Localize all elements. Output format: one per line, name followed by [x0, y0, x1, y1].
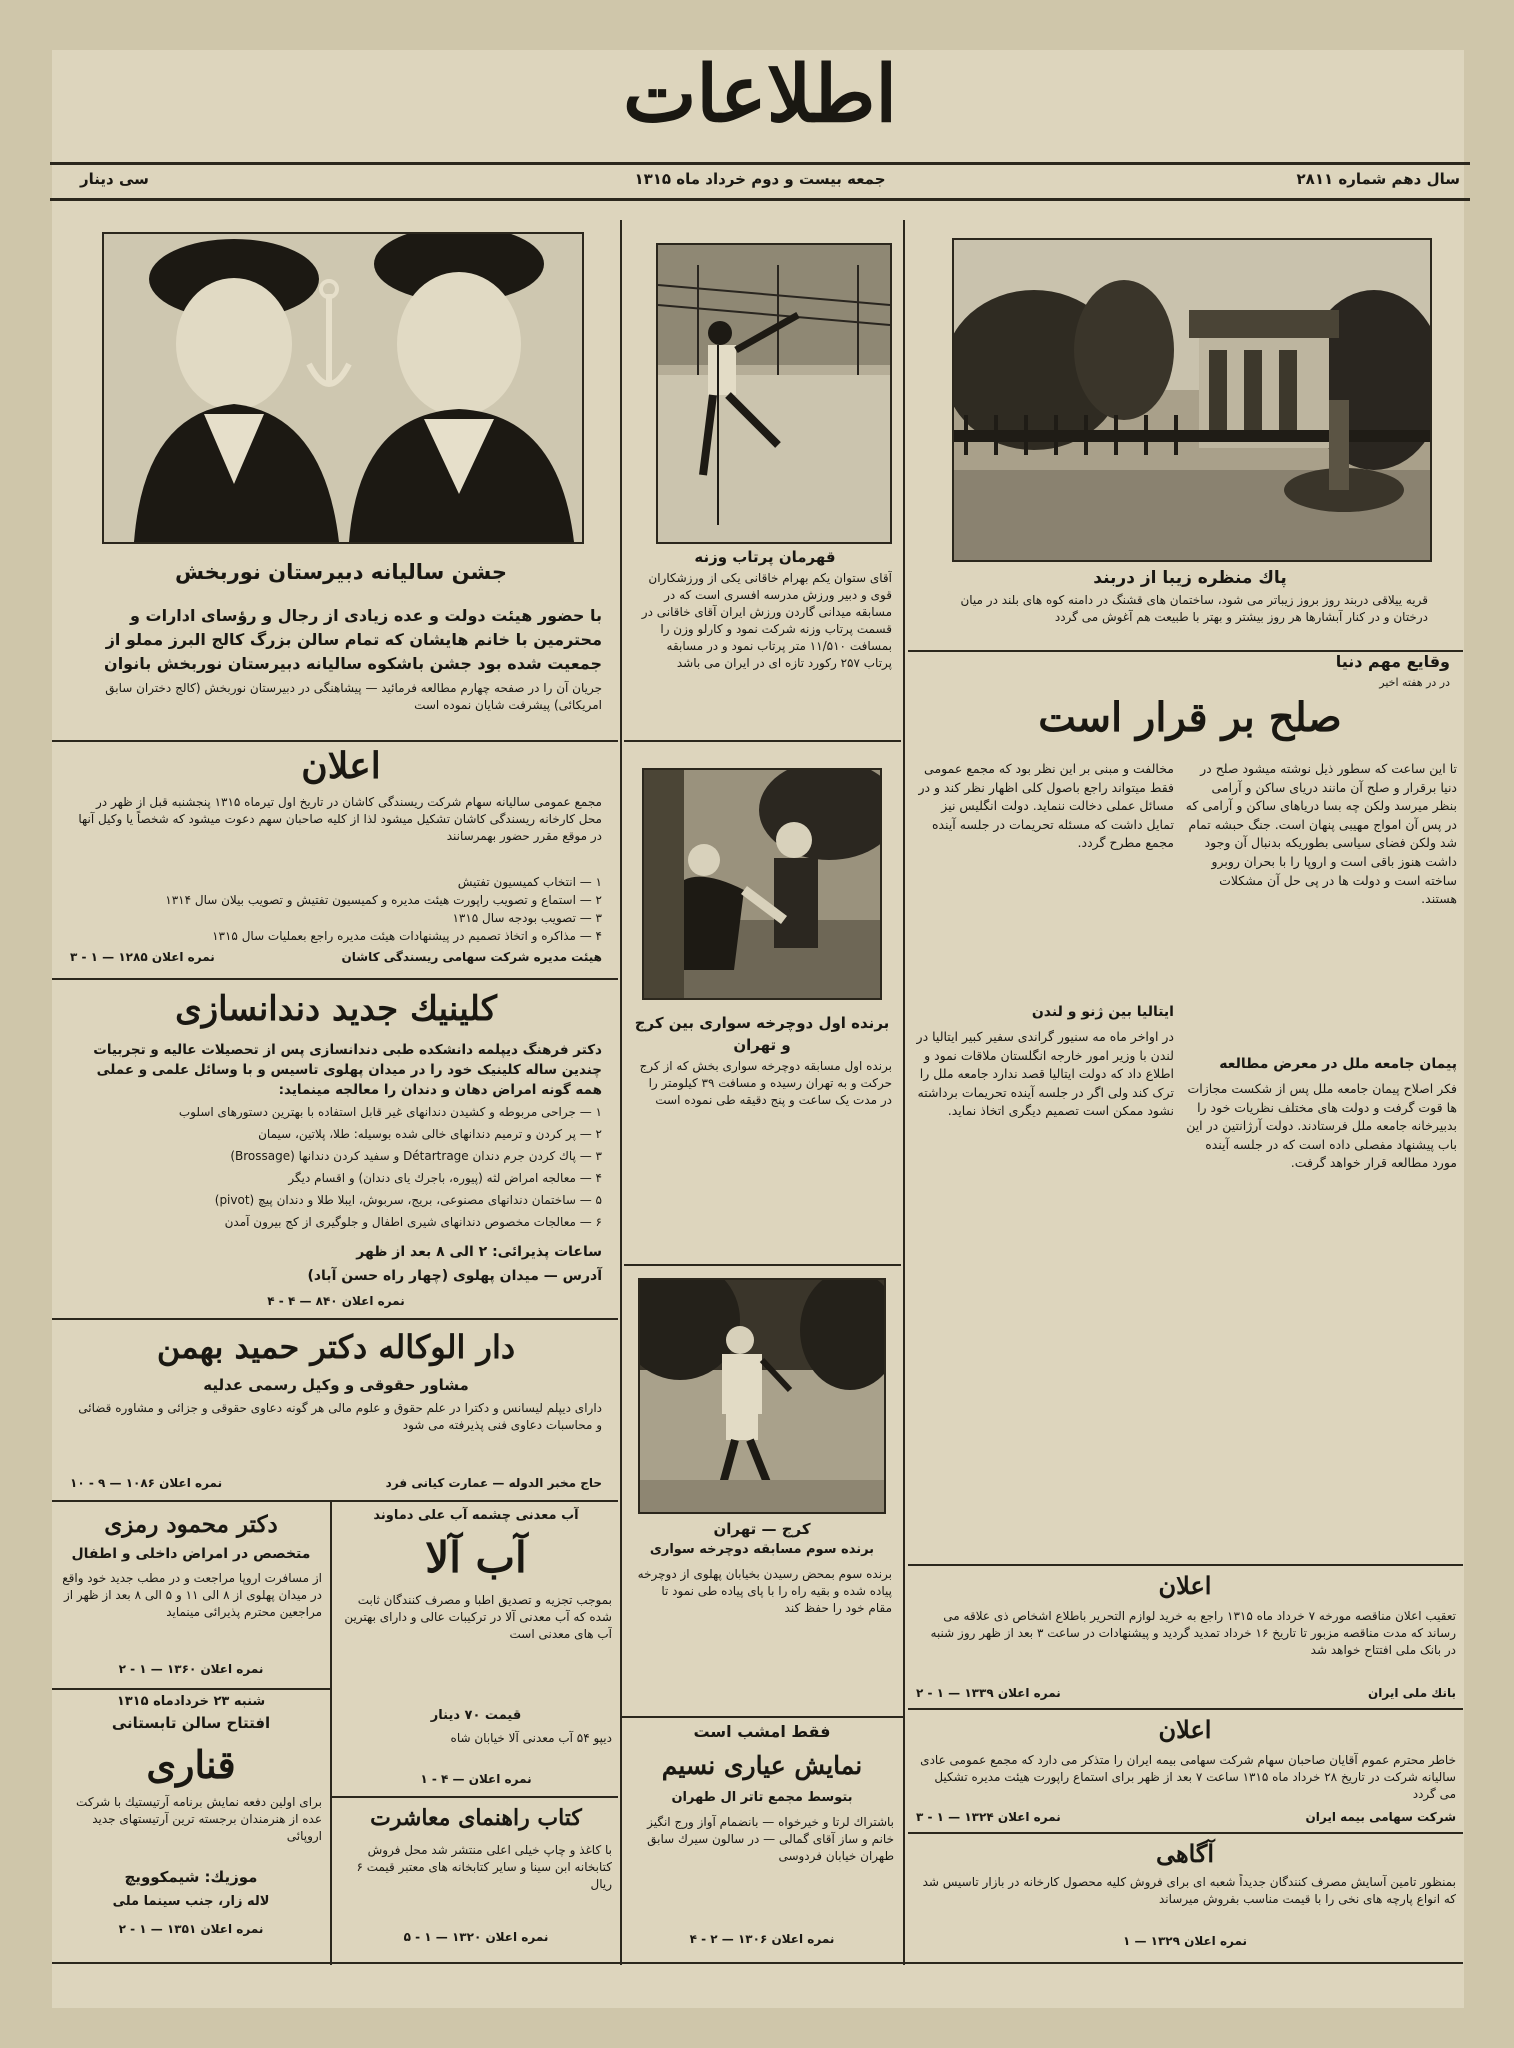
kashan-item-3: ۳ — تصویب بودجه سال ۱۳۱۵	[452, 911, 602, 925]
kashan-item-4: ۴ — مذاکره و اتخاذ تصمیم در پیشنهادات هیئت مدیره راجع بعملیات سال ۱۳۱۵	[212, 929, 602, 943]
kashan-ref: نمره اعلان ۱۲۸۵ — ۱ - ۳	[70, 950, 215, 964]
doctor-ref: نمره اعلان ۱۳۶۰ — ۱ - ۲	[118, 1662, 264, 1676]
rule-world	[908, 1564, 1463, 1566]
dental-ref: نمره اعلان ۸۴۰ — ۴ - ۴	[267, 1294, 405, 1308]
dental-lead: دکتر فرهنگ دیپلمه دانشکده طبی دندانسازی پس از تحصیلات عالیه و تجربیات چندین ساله کلینیک خود را در میدان پهلوی تاسیس و با وسائل علمی و عملی همه گونه امراض دهان و دندان را معالجه مینماید:	[93, 1042, 602, 1098]
runner-caption-subtitle: برنده سوم مسابقه دوچرخه سواری	[649, 1542, 875, 1557]
theater-kicker2: افتتاح سالن تابستانی	[111, 1714, 271, 1732]
school-footnote: جریان آن را در صفحه چهارم مطالعه فرمائید — پیشاهنگی در دبیرستان نوربخش (کالج دختران سابق امریکائی) پیشرفت شایان نموده است	[105, 681, 602, 712]
masthead-rule-bottom	[50, 198, 1470, 201]
theater-music: موزیك: شیمكوویچ	[124, 1868, 258, 1886]
dental-item-1: ۱ — جراحی مربوطه و کشیدن دندانهای غیر قابل استفاده با بهترین دستورهای اسلوب	[178, 1105, 602, 1119]
water-ref: نمره اعلان — ۴ - ۱	[420, 1772, 532, 1786]
masthead-title: اطلاعات	[622, 49, 898, 140]
insurance-text: خاطر محترم عموم آقایان صاحبان سهام شرکت سهامی بیمه ایران را متذکر می دارد که مجمع عمومی عادی سالیانه شرکت در تاریخ ۲۸ خرداد ماه ۱۳۱۵ ساعت ۷ بعد از ظهر برای استماع راپورت هیئت مدیره تشکیل می گردد	[920, 1753, 1456, 1801]
notice-ref: نمره اعلان ۱۳۲۹ — ۱	[1122, 1934, 1248, 1948]
kashan-text: مجمع عمومی سالیانه سهام شرکت ریسندگی کاشان در تاریخ اول تیرماه ۱۳۱۵ پنجشنبه قبل از ظهر در محل کارخانه ریسندگی کاشان تشکیل میشود لذا از کلیه صاحبان سهم دعوت میشود که شخصاً یا وکیل آنها در موقع مقرر حضور بهمرسانند	[78, 795, 602, 843]
show-subtitle: بتوسط مجمع تاتر ال طهران	[671, 1790, 853, 1805]
tender-title: اعلان	[1158, 1571, 1212, 1600]
theater-text: برای اولین دفعه نمایش برنامه آرتیستیك با شرکت عده از هنرمندان برجسته ترین آرتیستهای جدید اروپائی	[76, 1795, 322, 1843]
books-text: با کاغذ و چاپ خیلی اعلی منتشر شد محل فروش کتابخانه ابن سینا و سایر کتابخانه های معتبر قیمت ۶ ریال	[356, 1843, 612, 1891]
lawyer-text: دارای دیپلم لیسانس و دکترا در علم حقوق و علوم مالی هر گونه دعاوی حقوقی و جزائی و مشاوره قضائی و محاسبات دعاوی فنی پذیرفته می شود	[78, 1401, 602, 1432]
world-sub1: ایتالیا بین ژنو و لندن	[1031, 1004, 1174, 1020]
dental-item-6: ۶ — معالجات مخصوص دندانهای شیری اطفال و جلوگیری از کج بیرون آمدن	[224, 1215, 602, 1229]
park-caption-title: پاك منظره زیبا از دربند	[1093, 568, 1287, 588]
issue-number: سال دهم شماره ۲۸۱۱	[1296, 170, 1460, 188]
insurance-ref: نمره اعلان ۱۳۲۴ — ۱ - ۳	[916, 1810, 1061, 1824]
world-sub2: پیمان جامعه ملل در معرض مطالعه	[1219, 1056, 1457, 1072]
lawyer-address: حاج مخبر الدوله — عمارت کیانی فرد	[385, 1476, 602, 1490]
runner-caption-title: کرج — تهران	[713, 1520, 811, 1538]
water-price: قیمت ۷۰ دینار	[430, 1708, 522, 1723]
notice-title: آگاهی	[1155, 1839, 1215, 1868]
javelin-photo	[656, 243, 892, 544]
rule-insurance	[908, 1832, 1463, 1834]
column-rule-right	[903, 220, 905, 1965]
doctor-title: دکتر محمود رمزی	[104, 1511, 278, 1538]
rule-lower-ads	[330, 1502, 332, 1965]
books-ref: نمره اعلان ۱۳۲۰ — ۱ - ۵	[403, 1930, 549, 1944]
rule-javelin	[624, 740, 901, 742]
tender-text: تعقیب اعلان مناقصه مورخه ۷ خرداد ماه ۱۳۱۵ راجع به خرید لوازم التحریر باطلاع اشخاص ذی علاقه می رساند که مدت مناقصه مزبور تا تاریخ ۱۶ خرداد تمدید گردید و پیشنهادات در ساعت ۳ بعد از ظهر روز شنبه در بانک ملی افتتاح خواهد شد	[930, 1609, 1456, 1657]
water-text: بموجب تجزیه و تصدیق اطبا و مصرف کنندگان ثابت شده که آب معدنی آلا در ترکیبات عالی و دارای بهترین آب های معدنی است	[344, 1593, 612, 1641]
dental-hours: ساعات پذیرائی: ۲ الی ۸ بعد از ظهر	[356, 1244, 602, 1260]
theater-place: لاله زار، جنب سینما ملی	[112, 1894, 270, 1909]
park-caption-text: قریه ییلاقی دربند روز بروز زیباتر می شود، ساختمان های قشنگ در دامنه کوه های بلند در میان درختان و در کنار آبشارها هر روز بیشتر و بهتر با طبیعت هم آغوش می گردد	[960, 593, 1428, 624]
dental-title: کلینیك جدید دندانسازی	[175, 989, 497, 1029]
doctor-text: از مسافرت اروپا مراجعت و در مطب جدید خود واقع در میدان پهلوی از ۸ الی ۱۱ و ۵ الی ۸ بعد از ظهر از مراجعین محترم پذیرائی مینماید	[62, 1571, 322, 1619]
park-photo	[952, 238, 1432, 562]
show-title: نمایش عیاری نسیم	[661, 1751, 863, 1780]
theater-ref: نمره اعلان ۱۳۵۱ — ۱ - ۲	[118, 1922, 264, 1936]
notice-text: بمنظور تامین آسایش مصرف کنندگان جدیداً شعبه ای برای فروش کلیه محصول کارخانه در بازار تاسیس شد که انواع پارچه های نخی را با قیمت مناسب بفروش میرساند	[922, 1875, 1456, 1906]
school-caption-text: با حضور هیئت دولت و عده زیادی از رجال و رؤسای ادارات و محترمین با خانم هایشان که تمام سالن بزرگ کالج البرز مملو از جمعیت شده بود جشن باشکوه سالیانه دبیرستان نوربخش بانوان	[104, 606, 602, 673]
rule-tender	[908, 1708, 1463, 1710]
world-col3: در اواخر ماه مه سنیور گراندی سفیر کبیر ایتالیا در لندن با وزیر امور خارجه انگلستان ملاقات نمود و اطلاع داد که دولت ایتالیا قصد ندارد جامعه ملل را ترک کند ولی اگر در جلسه آینده تحریمات برداشته نشود ممکن است تصمیم دیگری اتخاذ نماید.	[916, 1029, 1174, 1119]
dental-item-2: ۲ — پر کردن و ترمیم دندانهای خالی شده بوسیله: طلا، پلاتین، سیمان	[258, 1127, 602, 1141]
school-photo	[102, 232, 584, 544]
kashan-item-1: ۱ — انتخاب کمیسیون تفتیش	[457, 875, 602, 889]
javelin-caption-title: قهرمان پرتاب وزنه	[694, 548, 836, 566]
dental-item-4: ۴ — معالجه امراض لثه (پیوره، باجرك یای دندان) و اقسام دیگر	[288, 1171, 602, 1185]
water-address: دیپو ۵۴ آب معدنی آلا خیابان شاه	[450, 1731, 612, 1745]
tender-signature: بانك ملی ایران	[1368, 1686, 1456, 1700]
show-text: باشتراك لرتا و خیرخواه — بانضمام آواز ورج انگیز خانم و ساز آقای گمالی — در سالون سیرك سابق طهران خیابان فردوسی	[647, 1815, 894, 1863]
rule-page-bottom	[52, 1962, 1463, 1964]
world-col4: فکر اصلاح پیمان جامعه ملل پس از شکست مجازات ها قوت گرفت و دولت های مختلف نظریات خود را بدبیرخانه جامعه ملل فرستادند. دولت آرژانتین در این باب پیشنهاد مفصلی داده است که در جلسه آینده مورد مطالعه قرار خواهد گرفت.	[1186, 1081, 1457, 1171]
rule-runner	[622, 1716, 903, 1718]
rule-show-right	[620, 1716, 622, 1965]
rule-dental	[52, 1318, 618, 1320]
lawyer-ref: نمره اعلان ۱۰۸۶ — ۹ - ۱۰	[70, 1476, 223, 1490]
javelin-caption-text: آقای ستوان یکم بهرام خاقانی یکی از ورزشکاران قوی و دبیر ورزش مدرسه افسری است که در مسابقه میدانی گاردن ورزش ایران آقای خاقانی در قسمت پرتاب وزنه شرکت نمود و کارلو وزن را بمسافت ۱۱/۵۱۰ متر پرتاب نمود و در مسابقه پرتاب ۲۵۷ رکورد تازه ای در ایران می باشد	[641, 571, 892, 670]
rule-doctor	[52, 1688, 330, 1690]
show-kicker: فقط امشب است	[693, 1722, 831, 1741]
bike-caption-title: برنده اول دوچرخه سواری بین کرج و تهران	[634, 1014, 890, 1054]
rule-lawyer	[52, 1500, 618, 1502]
rule-bike	[624, 1264, 901, 1266]
water-kicker: آب معدنی چشمه آب علی دماوند	[373, 1508, 579, 1523]
theater-title: قناری	[146, 1742, 236, 1787]
school-caption-title: جشن سالیانه دبیرستان نوربخش	[174, 560, 507, 584]
lawyer-title: دار الوکاله دکتر حمید بهمن	[156, 1328, 516, 1366]
world-col1: تا این ساعت که سطور ذیل نوشته میشود صلح در دنیا برقرار و صلح آن مانند دریای ساکن و آرامی بنظر میرسد ولکن چه بسا دریاهای ساکن و آرامی که در پس آن امواج مهیبی پنهان است. جنگ حبشه تمام شد ولکن فضای سیاسی بطوریکه بدنبال آن وجود داشت هنوز باقی است و اروپا را با بحران روبرو ساخته است و دولت ها در پی حل آن مشکلات هستند.	[1185, 761, 1457, 907]
world-col2: مخالفت و مبنی بر این نظر بود که مجمع عمومی فقط میتواند راجع باصول کلی اظهار نظر کند و در مسائل عملی دخالت ننماید. دولت انگلیس نیز تمایل داشت که مسئله تحریمات در جلسه آینده مجمع مطرح گردد.	[918, 761, 1174, 851]
lawyer-subtitle: مشاور حقوقی و وکیل رسمی عدلیه	[203, 1376, 469, 1394]
column-rule-left	[620, 220, 622, 1720]
issue-date: جمعه بیست و دوم خرداد ماه ۱۳۱۵	[634, 170, 886, 188]
insurance-signature: شرکت سهامی بیمه ایران	[1305, 1810, 1456, 1824]
kashan-item-2: ۲ — استماع و تصویب راپورت هیئت مدیره و کمیسیون تفتیش و تصویب بیلان سال ۱۳۱۴	[165, 893, 602, 907]
doctor-subtitle: متخصص در امراض داخلی و اطفال	[71, 1546, 311, 1562]
dental-address: آدرس — میدان پهلوی (چهار راه حسن آباد)	[307, 1268, 602, 1284]
masthead-rule-top	[50, 162, 1470, 165]
issue-price: سی دینار	[80, 170, 149, 188]
rule-water	[332, 1796, 618, 1798]
world-kicker: وقایع مهم دنیا	[1335, 652, 1450, 671]
bike-photo	[642, 768, 882, 1000]
runner-caption-text: برنده سوم بمحض رسیدن بخیابان پهلوی از دوچرخه پیاده شده و بقیه راه را با پای پیاده طی نمود تا مقام خود را حفظ کند	[637, 1567, 892, 1615]
tender-ref: نمره اعلان ۱۳۳۹ — ۱ - ۲	[916, 1686, 1061, 1700]
water-title: آب آلا	[425, 1533, 527, 1582]
theater-kicker: شنبه ۲۳ خردادماه ۱۳۱۵	[116, 1694, 266, 1709]
dental-item-5: ۵ — ساختمان دندانهای مصنوعی، بریج، سربوش، ایبلا طلا و دندان پیچ (pivot)	[214, 1193, 602, 1207]
show-ref: نمره اعلان ۱۳۰۶ — ۲ - ۴	[689, 1932, 835, 1946]
kashan-title: اعلان	[301, 745, 381, 787]
books-title: کتاب راهنمای معاشرت	[370, 1805, 582, 1831]
kashan-signature: هیئت مدیره شرکت سهامی ریسندگی کاشان	[341, 950, 602, 964]
runner-photo	[638, 1278, 886, 1514]
rule-kashan	[52, 978, 618, 980]
insurance-title: اعلان	[1158, 1715, 1212, 1744]
dental-item-3: ۳ — پاك كردن جرم دندان Détartrage و سفید کردن دندانها (Brossage)	[230, 1149, 602, 1163]
world-kicker-sub: در در هفته اخیر	[1379, 676, 1450, 689]
bike-caption-text: برنده اول مسابقه دوچرخه سواری بخش که از کرج حرکت و به تهران رسیده و مسافت ۳۹ کیلومتر را در مدت یک ساعت و پنج دقیقه طی نموده است	[639, 1059, 892, 1107]
world-headline: صلح بر قرار است	[1038, 694, 1342, 741]
